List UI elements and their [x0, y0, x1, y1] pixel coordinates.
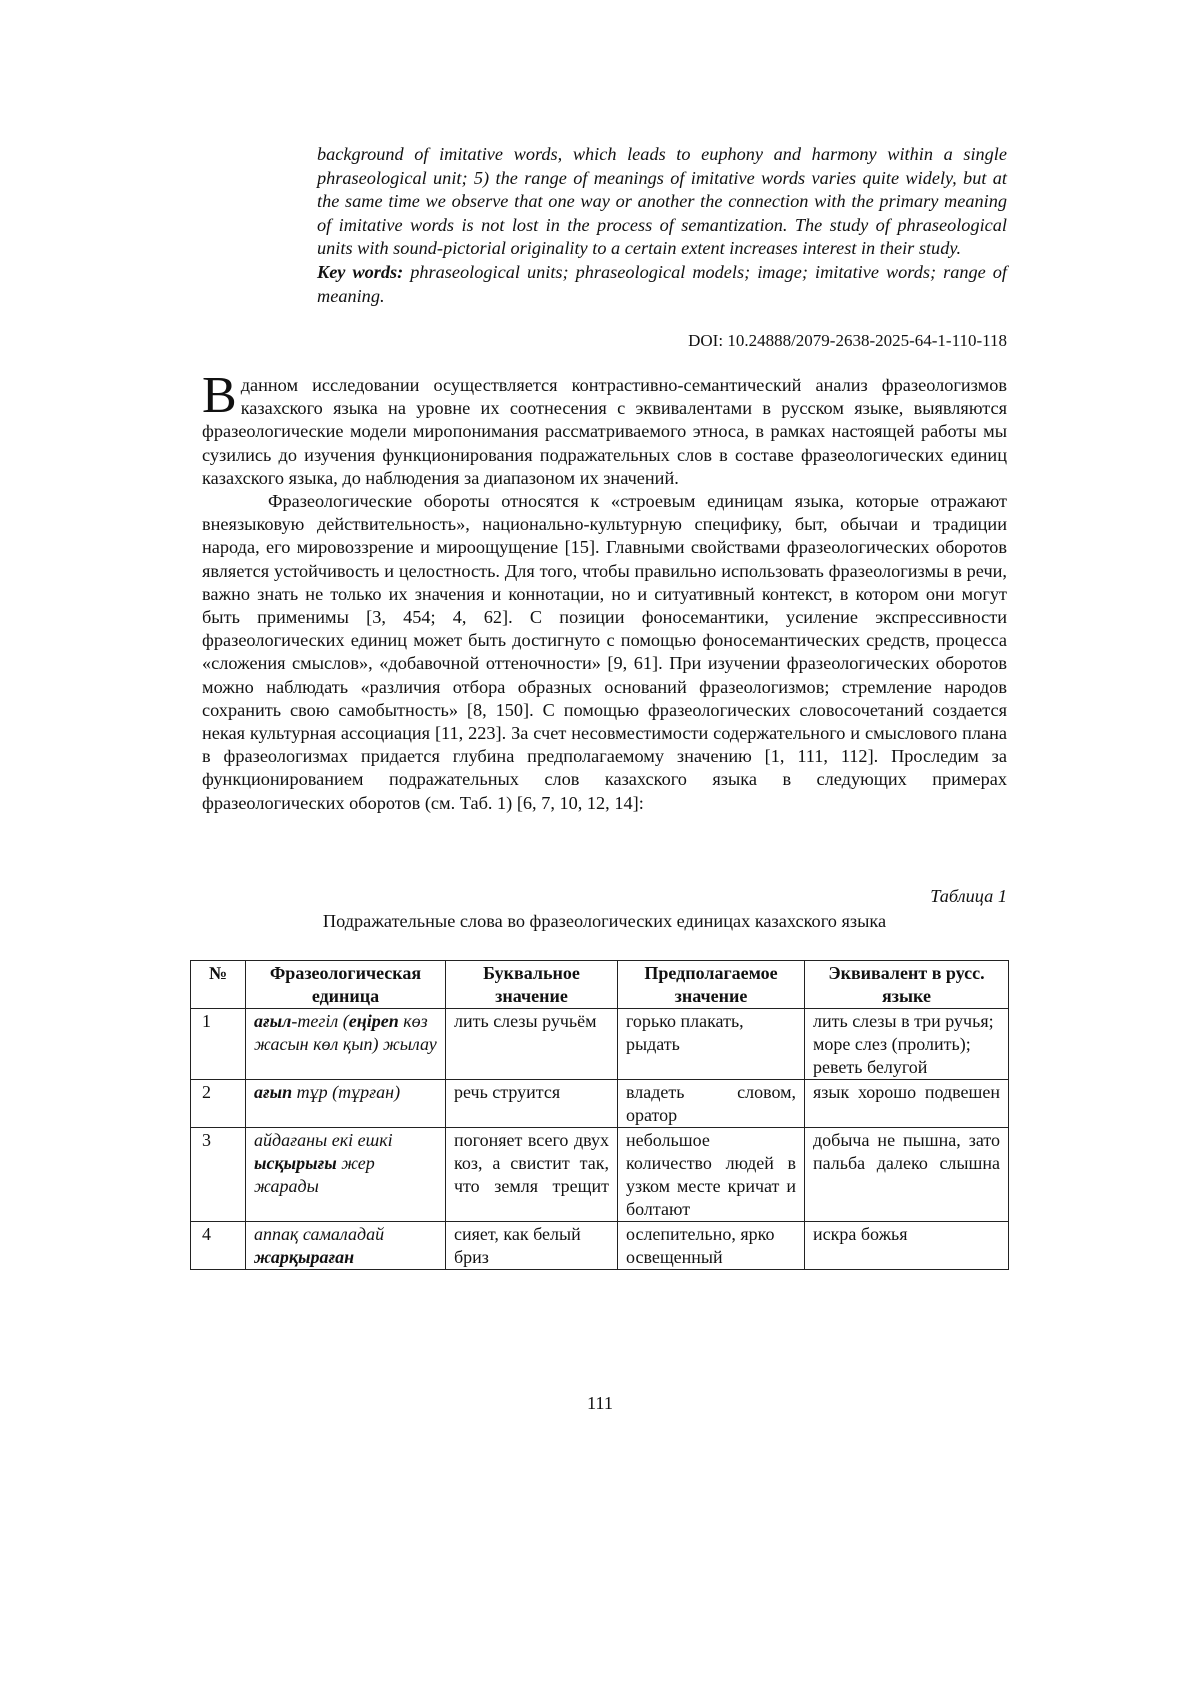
table-row	[191, 1009, 1009, 1080]
row-intended: ослепительно, ярко освещенный	[618, 1222, 805, 1270]
table-header-row	[191, 961, 1009, 1009]
table-row	[191, 1128, 1009, 1222]
row-literal: речь струится	[446, 1080, 618, 1128]
keywords-text: phraseological units; phraseological models; image; imitative words; range of meaning.	[317, 261, 1007, 306]
phraseology-table	[190, 960, 1009, 1270]
table-title: Подражательные слова во фразеологических единицах казахского языка	[322, 911, 887, 931]
paragraph-intro-text: данном исследовании осуществляется контрастивно-семантический анализ фразеологизмов казахского языка на уровне их соотнесения с эквивалентами в русском языке, выявляются фразеологические модели миропонимания рассматриваемого этноса, в рамках настоящей работы мы сузились до изучения функционирования подражательных слов в составе фразеологических единиц казахского языка, до наблюдения за диапазоном их значений.	[202, 375, 1007, 488]
page-number: 111	[586, 1393, 614, 1413]
row-number: 2	[191, 1080, 246, 1128]
abstract	[317, 143, 1007, 308]
row-literal: лить слезы ручьём	[446, 1009, 618, 1080]
drop-cap: В	[202, 367, 237, 424]
header-literal: Буквальное значение	[446, 961, 618, 1009]
unit-rest: көз жасын көл қып) жылау	[254, 1011, 437, 1054]
table-row	[191, 1222, 1009, 1270]
article-body	[202, 367, 1007, 815]
row-equivalent: язык хорошо подвешен	[805, 1080, 1009, 1128]
row-intended: горько плакать, рыдать	[618, 1009, 805, 1080]
doi[interactable]: DOI: 10.24888/2079-2638-2025-64-1-110-118	[688, 331, 1007, 350]
row-number: 1	[191, 1009, 246, 1080]
header-unit: Фразеологическая единица	[246, 961, 446, 1009]
unit-rest: жер жарады	[254, 1153, 375, 1196]
table-row	[191, 1080, 1009, 1128]
keywords-line	[317, 261, 1007, 308]
row-equivalent: лить слезы в три ручья; море слез (пролить); реветь белугой	[805, 1009, 1009, 1080]
row-number: 3	[191, 1128, 246, 1222]
row-unit	[246, 1222, 446, 1270]
header-equivalent: Эквивалент в русс. языке	[805, 961, 1009, 1009]
row-intended: небольшое количество людей в узком месте кричат и болтают	[618, 1128, 805, 1222]
row-number: 4	[191, 1222, 246, 1270]
unit-rest: тұр (тұрған)	[292, 1082, 401, 1102]
row-literal: погоняет всего двух коз, а свистит так, что земля трещит	[446, 1128, 618, 1222]
paragraph-main: Фразеологические обороты относятся к «строевым единицам языка, которые отражают внеязыковую действительность», национально-культурную специфику, быт, обычаи и традиции народа, его мировоззрение и мироощущение [15]. Главными свойствами фразеологических оборотов является устойчивость и целостность. Для того, чтобы правильно использовать фразеологизмы в речи, важно знать не только их значения и коннотации, но и ситуативный контекст, в котором они могут быть применимы [3, 454; 4, 62]. С позиции фоносемантики, усиление экспрессивности фразеологических единиц может быть достигнуто с помощью фоносемантических средств, процесса «сложения смыслов», «добавочной оттеночности» [9, 61]. При изучении фразеологических оборотов можно наблюдать «различия отбора образных оснований фразеологизмов; стремление народов сохранить свою самобытность» [8, 150]. С помощью фразеологических словосочетаний создается некая культурная ассоциация [11, 223]. За счет несовместимости содержательного и смыслового плана в фразеологизмах придается глубина предполагаемому значению [1, 111, 112]. Проследим за функционированием подражательных слов казахского языка в следующих примерах фразеологических оборотов (см. Таб. 1) [6, 7, 10, 12, 14]:	[202, 491, 1007, 813]
keywords-label: Key words:	[317, 261, 404, 282]
unit-bold: ағыл	[254, 1011, 292, 1031]
unit-pre: айдағаны екі ешкі	[254, 1130, 393, 1150]
row-unit	[246, 1128, 446, 1222]
row-unit	[246, 1009, 446, 1080]
row-equivalent: искра божья	[805, 1222, 1009, 1270]
unit-mid: -тегіл (	[291, 1011, 349, 1031]
unit-bold: жарқыраған	[254, 1247, 355, 1267]
header-intended: Предполагаемое значение	[618, 961, 805, 1009]
header-number: №	[191, 961, 246, 1009]
abstract-text: background of imitative words, which leads to euphony and harmony within a single phraseological unit; 5) the range of meanings of imitative words varies quite widely, but at the same time we observe that one way or another the connection with the primary meaning of imitative words is not lost in the process of semantization. The study of phraseological units with sound-pictorial originality to a certain extent increases interest in their study.	[317, 144, 1007, 259]
table-label: Таблица 1	[930, 886, 1007, 906]
unit-bold: ысқырығы	[254, 1153, 337, 1173]
row-equivalent: добыча не пышна, зато пальба далеко слышна	[805, 1128, 1009, 1222]
row-intended: владеть словом, оратор	[618, 1080, 805, 1128]
unit-pre: аппақ самаладай	[254, 1224, 385, 1244]
row-literal: сияет, как белый бриз	[446, 1222, 618, 1270]
unit-bold-2: еңіреп	[348, 1011, 399, 1031]
row-unit	[246, 1080, 446, 1128]
unit-bold: ағып	[254, 1082, 293, 1102]
paragraph-intro	[202, 367, 1007, 490]
